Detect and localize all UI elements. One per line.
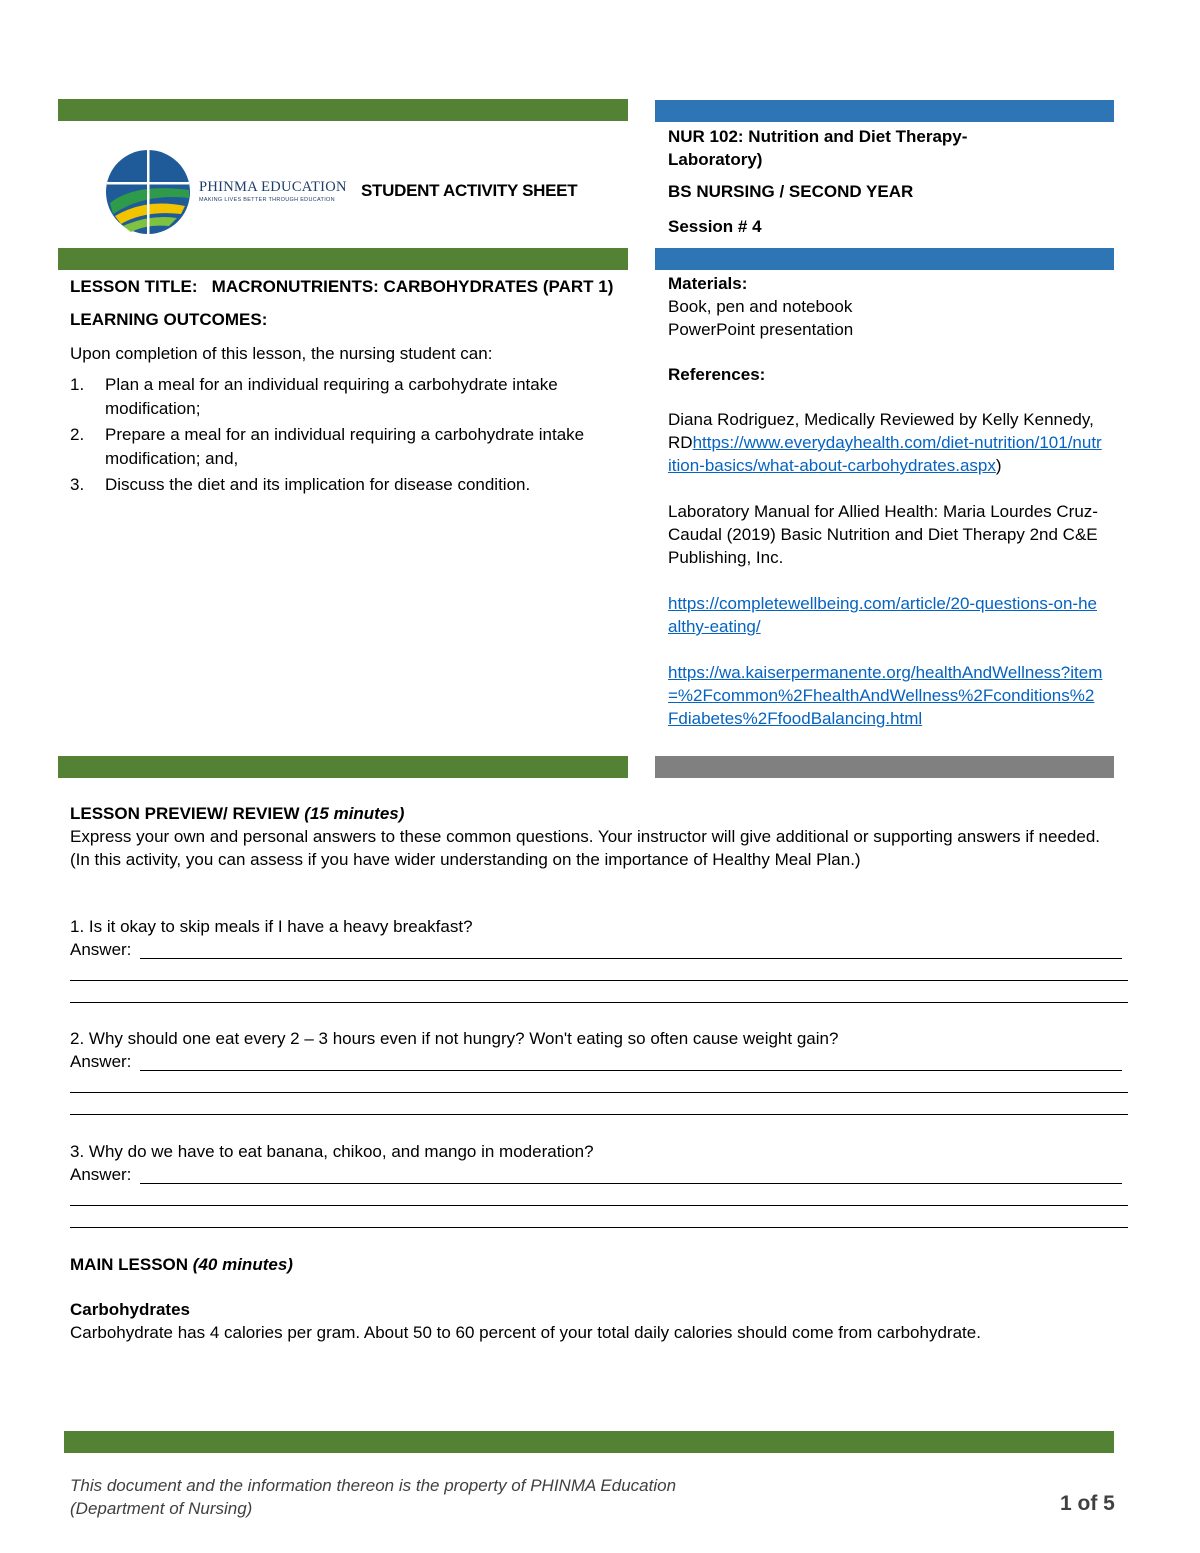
preview-intro: Express your own and personal answers to these common questions. Your instructor will give additional or supporting answers if needed. (In this activity, you can assess if you have wider understanding on the importance of Healthy Meal Plan.) — [70, 827, 1101, 869]
lesson-title — [70, 275, 625, 298]
reference-1-link[interactable]: https://www.everydayhealth.com/diet-nutrition/101/nutrition-basics/what-about-carbohydrates.aspx — [668, 433, 1102, 475]
materials-heading: Materials: — [668, 274, 748, 293]
outcomes-intro: Upon completion of this lesson, the nursing student can: — [70, 344, 493, 363]
answer-line[interactable] — [70, 1227, 1128, 1228]
question-2: 2. Why should one eat every 2 – 3 hours even if not hungry? Won't eating so often cause weight gain? — [70, 1029, 839, 1048]
carbohydrates-heading: Carbohydrates — [70, 1300, 190, 1319]
question-3: 3. Why do we have to eat banana, chikoo, and mango in moderation? — [70, 1142, 594, 1161]
lesson-title-label: LESSON TITLE: — [70, 277, 198, 296]
list-item: 1. Plan a meal for an individual requiring a carbohydrate intake modification; — [70, 375, 558, 418]
answer-line[interactable] — [140, 1070, 1122, 1071]
footer-notice: This document and the information thereon is the property of PHINMA Education (Department of Nursing) — [70, 1476, 677, 1518]
program-label: BS NURSING / SECOND YEAR — [668, 182, 914, 201]
section-end-right-bar — [655, 756, 1114, 778]
main-lesson-heading: MAIN LESSON (40 minutes) — [70, 1255, 293, 1274]
answer-line[interactable] — [140, 958, 1122, 959]
answer-line[interactable] — [140, 1183, 1122, 1184]
lesson-preview — [70, 802, 1130, 871]
reference-4 — [668, 661, 1103, 730]
session-label: Session # 4 — [668, 217, 762, 236]
answer-line[interactable] — [70, 980, 1128, 981]
sheet-title: STUDENT ACTIVITY SHEET — [361, 181, 578, 200]
answer-label: Answer: — [70, 1165, 132, 1184]
answer-line[interactable] — [70, 1205, 1128, 1206]
references-heading: References: — [668, 365, 766, 384]
material-item: Book, pen and notebook — [668, 297, 853, 316]
phinma-globe-icon — [105, 148, 191, 236]
outcomes-list — [70, 373, 615, 497]
section-left-bar — [58, 248, 628, 270]
answer-line[interactable] — [70, 1114, 1128, 1115]
answer-label: Answer: — [70, 1052, 132, 1071]
question-1: 1. Is it okay to skip meals if I have a heavy breakfast? — [70, 917, 473, 936]
answer-line[interactable] — [70, 1002, 1128, 1003]
section-right-bar — [655, 248, 1114, 270]
course-title: NUR 102: Nutrition and Diet Therapy-Laboratory) — [668, 127, 968, 169]
section-end-left-bar — [58, 756, 628, 778]
header-left-bar — [58, 99, 628, 121]
list-item: 2. Prepare a meal for an individual requiring a carbohydrate intake modification; and, — [70, 425, 585, 468]
reference-3 — [668, 592, 1103, 638]
lesson-title-block — [70, 275, 625, 497]
reference-1: Diana Rodriguez, Medically Reviewed by Kelly Kennedy,RDhttps://www.everydayhealth.com/diet-nutrition/101/nutrition-basics/what-about-carbohydrates.aspx) — [668, 410, 1102, 475]
answer-line[interactable] — [70, 1092, 1128, 1093]
header-right-bar — [655, 100, 1114, 122]
materials-references-block — [668, 272, 1103, 730]
answer-label: Answer: — [70, 940, 132, 959]
reference-2: Laboratory Manual for Allied Health: Maria Lourdes Cruz-Caudal (2019) Basic Nutrition and Diet Therapy 2nd C&E Publishing, Inc. — [668, 502, 1098, 567]
list-item: 3. Discuss the diet and its implication for disease condition. — [70, 475, 531, 494]
reference-3-link[interactable]: https://completewellbeing.com/article/20-questions-on-healthy-eating/ — [668, 594, 1098, 636]
reference-4-link[interactable]: https://wa.kaiserpermanente.org/healthAndWellness?item=%2Fcommon%2FhealthAndWellness%2Fconditions%2Fdiabetes%2FfoodBalancing.html — [668, 663, 1103, 728]
carbohydrates-body: Carbohydrate has 4 calories per gram. About 50 to 60 percent of your total daily calories should come from carbohydrate. — [70, 1323, 981, 1342]
brand-name: PHINMA EDUCATION — [199, 179, 347, 195]
phinma-logo — [105, 148, 345, 238]
material-item: PowerPoint presentation — [668, 320, 854, 339]
brand-tagline: MAKING LIVES BETTER THROUGH EDUCATION — [199, 197, 335, 203]
lesson-title-text: MACRONUTRIENTS: CARBOHYDRATES (PART 1) — [211, 277, 614, 296]
page-number: 1 of 5 — [1060, 1492, 1115, 1515]
preview-heading: LESSON PREVIEW/ REVIEW (15 minutes) — [70, 804, 405, 823]
outcomes-heading: LEARNING OUTCOMES: — [70, 310, 268, 329]
footer-bar — [64, 1431, 1114, 1453]
